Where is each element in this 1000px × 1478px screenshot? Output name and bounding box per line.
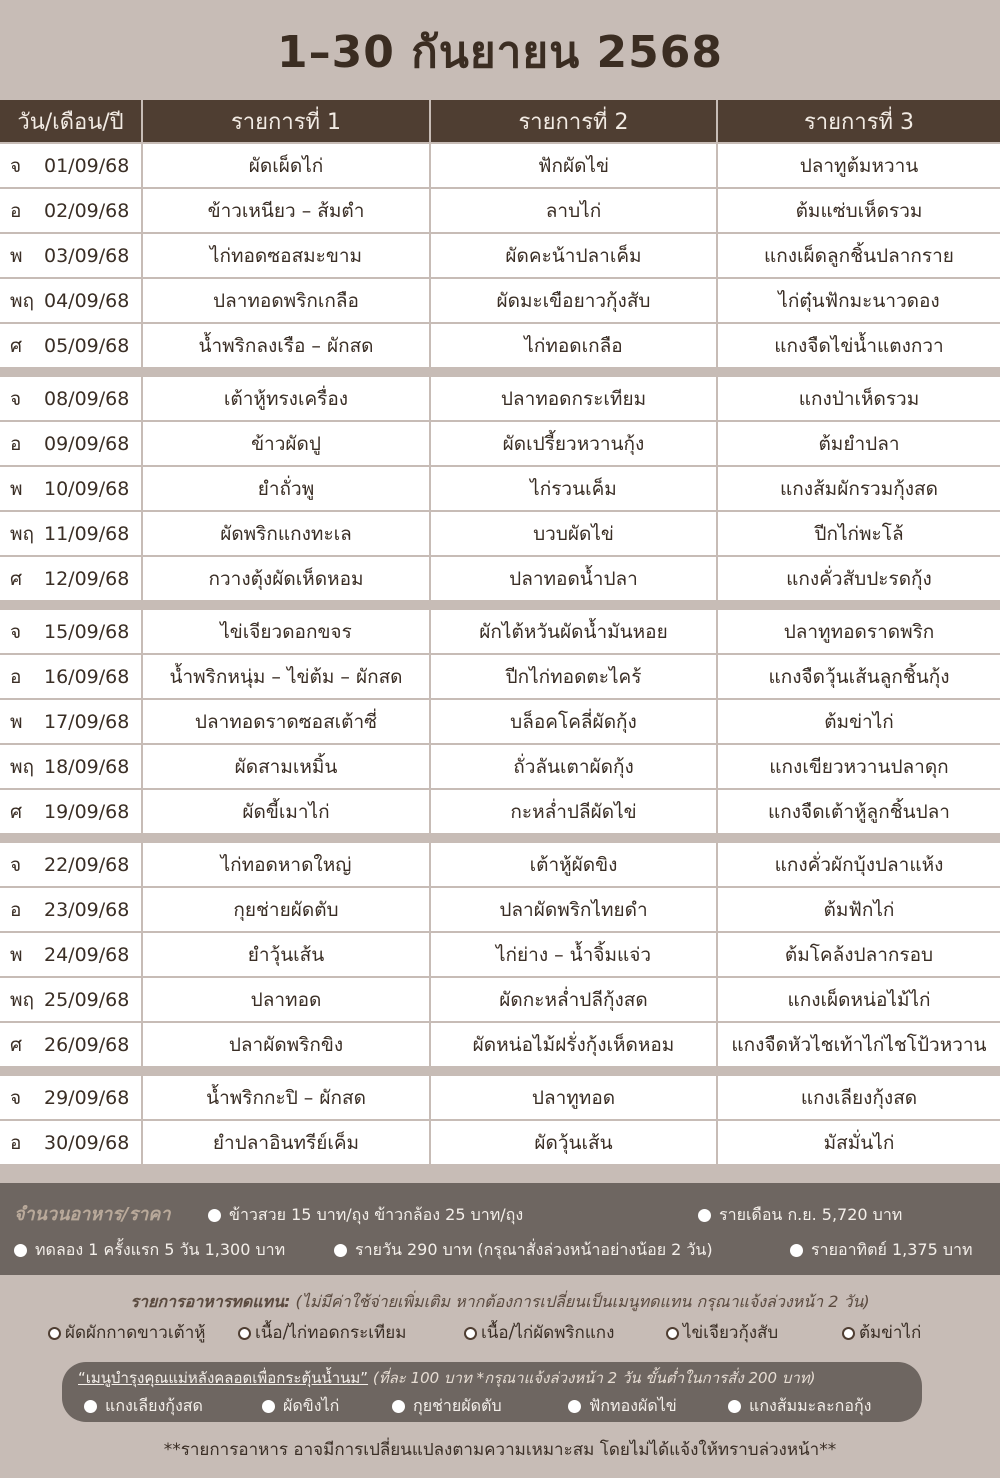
substitute-label: ผัดผักกาดขาวเต้าหู้ [65,1323,206,1343]
day-of-week: พฤ [10,755,35,778]
menu-item-2: ผัดวุ้นเส้น [430,1120,717,1164]
date-cell [0,1075,142,1120]
bullet-icon [262,1400,275,1413]
date-text: 17/09/68 [44,710,130,733]
day-of-week: อ [10,665,22,688]
table-row [0,609,1000,654]
date-cell [0,233,142,278]
pricing-option-daily [334,1235,713,1265]
substitute-label: ไข่เจียวกุ้งสับ [683,1323,779,1343]
radio-circle-icon [238,1327,251,1340]
date-text: 30/09/68 [44,1131,130,1154]
date-cell [0,977,142,1022]
date-text: 08/09/68 [44,387,130,410]
substitutes-heading [0,1290,1000,1315]
day-of-week: ศ [10,567,23,590]
table-row [0,143,1000,188]
date-cell [0,278,142,323]
date-text: 01/09/68 [44,154,130,177]
date-text: 19/09/68 [44,800,130,823]
pricing-row-1 [0,1200,1000,1230]
menu-item-1: ปลาผัดพริกขิง [142,1022,430,1066]
pricing-trial-text: ทดลอง 1 ครั้งแรก 5 วัน 1,300 บาท [35,1240,286,1259]
substitute-option[interactable] [842,1320,921,1346]
menu-item-1: ไก่ทอดหาดใหญ่ [142,842,430,887]
radio-circle-icon [48,1327,61,1340]
date-text: 09/09/68 [44,432,130,455]
day-of-week: พ [10,710,23,733]
menu-item-3: ปลาทูต้มหวาน [717,143,1000,188]
date-cell-content [0,895,141,925]
date-text: 24/09/68 [44,943,130,966]
menu-item-2: ผักไต้หวันผัดน้ำมันหอย [430,609,717,654]
menu-item-2: ถั่วลันเตาผัดกุ้ง [430,744,717,789]
menu-item-1: ผัดสามเหมิ้น [142,744,430,789]
menu-item-1: ยำปลาอินทรีย์เค็ม [142,1120,430,1164]
substitute-label: เนื้อ/ไก่ทอดกระเทียม [255,1323,407,1343]
menu-item-3: แกงเขียวหวานปลาดุก [717,744,1000,789]
menu-item-1: ข้าวเหนียว – ส้มตำ [142,188,430,233]
day-of-week: จ [10,620,22,643]
date-text: 10/09/68 [44,477,130,500]
table-row [0,932,1000,977]
date-cell [0,466,142,511]
postnatal-label: ผัดขิงไก่ [283,1396,340,1415]
date-cell-content [0,940,141,970]
menu-item-2: ผัดกะหล่ำปลีกุ้งสด [430,977,717,1022]
date-cell-content [0,1030,141,1060]
pricing-option-weekly [790,1235,973,1265]
menu-item-1: ปลาทอด [142,977,430,1022]
menu-item-3: ต้มข่าไก่ [717,699,1000,744]
table-row [0,466,1000,511]
date-cell [0,609,142,654]
bullet-icon [84,1400,97,1413]
date-cell-content [0,1128,141,1158]
day-of-week: อ [10,199,22,222]
header-date: วัน/เดือน/ปี [0,100,142,143]
week-separator [0,600,1000,609]
date-cell [0,421,142,466]
menu-item-2: ปีกไก่ทอดตะไคร้ [430,654,717,699]
date-cell [0,789,142,833]
substitute-option[interactable] [238,1320,406,1346]
menu-item-3: มัสมั่นไก่ [717,1120,1000,1164]
table-row [0,1120,1000,1164]
menu-item-1: ผัดขี้เมาไก่ [142,789,430,833]
date-text: 16/09/68 [44,665,130,688]
day-of-week: ศ [10,334,23,357]
date-cell [0,654,142,699]
bullet-icon [790,1244,803,1257]
menu-item-1: ปลาทอดพริกเกลือ [142,278,430,323]
date-cell-content [0,707,141,737]
table-row [0,323,1000,367]
substitutes-options [0,1320,1000,1346]
menu-item-1: กุยช่ายผัดตับ [142,887,430,932]
table-row [0,842,1000,887]
date-text: 25/09/68 [44,988,130,1011]
date-cell [0,188,142,233]
pricing-weekly-text: รายอาทิตย์ 1,375 บาท [811,1240,973,1259]
header-item-2: รายการที่ 2 [430,100,717,143]
table-row [0,699,1000,744]
day-of-week: จ [10,154,22,177]
date-cell [0,323,142,367]
date-cell [0,887,142,932]
table-row [0,887,1000,932]
table-row [0,789,1000,833]
table-row [0,977,1000,1022]
menu-item-1: ผัดเผ็ดไก่ [142,143,430,188]
bullet-icon [334,1244,347,1257]
week-separator-cell [0,1066,1000,1075]
date-cell-content [0,985,141,1015]
menu-item-3: แกงเผ็ดหน่อไม้ไก่ [717,977,1000,1022]
pricing-option-rice [208,1200,523,1230]
pricing-row-2 [0,1235,1000,1265]
menu-item-2: ผัดเปรี้ยวหวานกุ้ง [430,421,717,466]
day-of-week: จ [10,1086,22,1109]
day-of-week: จ [10,853,22,876]
pricing-rice-text: ข้าวสวย 15 บาท/ถุง ข้าวกล้อง 25 บาท/ถุง [229,1205,524,1224]
footnote: **รายการอาหาร อาจมีการเปลี่ยนแปลงตามความเหมาะสม โดยไม่ได้แจ้งให้ทราบล่วงหน้า** [163,1440,837,1460]
menu-item-1: ยำถั่วพู [142,466,430,511]
day-of-week: ศ [10,800,23,823]
table-row [0,744,1000,789]
table-row [0,421,1000,466]
menu-item-1: ข้าวผัดปู [142,421,430,466]
date-cell-content [0,752,141,782]
day-of-week: อ [10,432,22,455]
date-cell-content [0,286,141,316]
pricing-label: จำนวนอาหาร/ราคา [14,1204,171,1225]
table-header-row [0,100,1000,143]
menu-item-1: ปลาทอดราดซอสเต้าซี่ [142,699,430,744]
pricing-panel [0,1183,1000,1275]
menu-item-3: แกงคั่วสับปะรดกุ้ง [717,556,1000,600]
date-text: 29/09/68 [44,1086,130,1109]
menu-item-2: ปลาผัดพริกไทยดำ [430,887,717,932]
menu-item-1: น้ำพริกหนุ่ม – ไข่ต้ม – ผักสด [142,654,430,699]
date-cell [0,842,142,887]
date-cell [0,1120,142,1164]
week-separator-cell [0,367,1000,376]
day-of-week: พ [10,943,23,966]
menu-item-2: ไก่รวนเค็ม [430,466,717,511]
menu-item-1: ไก่ทอดซอสมะขาม [142,233,430,278]
table-row [0,1022,1000,1066]
day-of-week: อ [10,898,22,921]
substitute-option[interactable] [464,1320,614,1346]
day-of-week: อ [10,1131,22,1154]
date-cell-content [0,519,141,549]
bullet-icon [392,1400,405,1413]
postnatal-title: “เมนูบำรุงคุณแม่หลังคลอดเพื่อกระตุ้นน้ำนม” [78,1369,369,1387]
menu-item-3: ต้มโคล้งปลากรอบ [717,932,1000,977]
date-text: 03/09/68 [44,244,130,267]
postnatal-heading [78,1366,908,1390]
table-row [0,188,1000,233]
pricing-daily-text: รายวัน 290 บาท (กรุณาสั่งล่วงหน้าอย่างน้อย 2 วัน) [355,1240,713,1259]
bullet-icon [568,1400,581,1413]
date-text: 04/09/68 [44,289,130,312]
table-row [0,278,1000,323]
week-separator [0,367,1000,376]
postnatal-option[interactable] [568,1394,677,1418]
bullet-icon [14,1244,27,1257]
date-cell-content [0,384,141,414]
week-separator [0,833,1000,842]
date-text: 05/09/68 [44,334,130,357]
date-cell-content [0,564,141,594]
day-of-week: พฤ [10,522,35,545]
date-cell-content [0,850,141,880]
date-text: 26/09/68 [44,1033,130,1056]
menu-item-1: เต้าหู้ทรงเครื่อง [142,376,430,421]
menu-item-2: ผัดหน่อไม้ฝรั่งกุ้งเห็ดหอม [430,1022,717,1066]
menu-item-1: ยำวุ้นเส้น [142,932,430,977]
table-row [0,654,1000,699]
substitute-label: ต้มข่าไก่ [859,1323,922,1343]
page-title: 1–30 กันยายน 2568 [276,27,723,78]
date-cell [0,932,142,977]
date-text: 18/09/68 [44,755,130,778]
week-separator-cell [0,600,1000,609]
substitutes-note: (ไม่มีค่าใช้จ่ายเพิ่มเติม หากต้องการเปลี่ยนเป็นเมนูทดแทน กรุณาแจ้งล่วงหน้า 2 วัน) [295,1292,870,1311]
menu-table [0,100,1000,1164]
date-cell [0,143,142,188]
day-of-week: ศ [10,1033,23,1056]
menu-item-2: ฟักผัดไข่ [430,143,717,188]
menu-item-1: น้ำพริกลงเรือ – ผักสด [142,323,430,367]
menu-item-3: แกงเลียงกุ้งสด [717,1075,1000,1120]
date-text: 12/09/68 [44,567,130,590]
radio-circle-icon [464,1327,477,1340]
postnatal-label: ฟักทองผัดไข่ [589,1396,677,1415]
menu-item-1: ผัดพริกแกงทะเล [142,511,430,556]
menu-item-2: บวบผัดไข่ [430,511,717,556]
menu-item-2: บล็อคโคลี่ผัดกุ้ง [430,699,717,744]
postnatal-option[interactable] [84,1394,203,1418]
substitutes-title: รายการอาหารทดแทน: [130,1292,291,1311]
bullet-icon [728,1400,741,1413]
menu-item-3: ต้มแซ่บเห็ดรวม [717,188,1000,233]
date-cell-content [0,429,141,459]
menu-item-2: ผัดมะเขือยาวกุ้งสับ [430,278,717,323]
date-text: 23/09/68 [44,898,130,921]
date-text: 02/09/68 [44,199,130,222]
date-cell-content [0,331,141,361]
pricing-monthly-text: รายเดือน ก.ย. 5,720 บาท [719,1205,903,1224]
menu-item-3: แกงส้มผักรวมกุ้งสด [717,466,1000,511]
menu-item-2: ปลาทอดกระเทียม [430,376,717,421]
day-of-week: พฤ [10,289,35,312]
menu-item-3: ปลาทูทอดราดพริก [717,609,1000,654]
menu-item-3: แกงคั่วผักบุ้งปลาแห้ง [717,842,1000,887]
menu-item-2: ปลาทูทอด [430,1075,717,1120]
header-item-1: รายการที่ 1 [142,100,430,143]
menu-item-1: กวางตุ้งผัดเห็ดหอม [142,556,430,600]
table-row [0,511,1000,556]
menu-item-2: ไก่ทอดเกลือ [430,323,717,367]
day-of-week: พฤ [10,988,35,1011]
date-cell-content [0,797,141,827]
pricing-option-trial [14,1235,285,1265]
menu-item-2: ไก่ย่าง – น้ำจิ้มแจ่ว [430,932,717,977]
menu-item-2: เต้าหู้ผัดขิง [430,842,717,887]
week-separator-cell [0,833,1000,842]
menu-item-3: แกงจืดไข่น้ำแตงกวา [717,323,1000,367]
date-cell-content [0,241,141,271]
date-cell-content [0,196,141,226]
menu-item-2: ปลาทอดน้ำปลา [430,556,717,600]
substitute-label: เนื้อ/ไก่ผัดพริกแกง [481,1323,615,1343]
date-cell [0,556,142,600]
menu-item-2: กะหล่ำปลีผัดไข่ [430,789,717,833]
week-separator [0,1066,1000,1075]
date-cell-content [0,1083,141,1113]
table-row [0,376,1000,421]
menu-item-2: ผัดคะน้าปลาเค็ม [430,233,717,278]
date-cell [0,1022,142,1066]
date-cell [0,376,142,421]
substitute-option[interactable] [48,1320,205,1346]
date-cell-content [0,474,141,504]
menu-item-3: แกงป่าเห็ดรวม [717,376,1000,421]
table-row [0,233,1000,278]
postnatal-note: (ที่ละ 100 บาท *กรุณาแจ้งล่วงหน้า 2 วัน ขั้นต่ำในการสั่ง 200 บาท) [372,1369,816,1387]
bullet-icon [698,1209,711,1222]
pricing-option-monthly [698,1200,902,1230]
menu-item-3: ต้มฟักไก่ [717,887,1000,932]
menu-item-3: ต้มยำปลา [717,421,1000,466]
postnatal-options [62,1394,922,1418]
date-cell-content [0,617,141,647]
menu-body [0,143,1000,1164]
date-cell-content [0,151,141,181]
day-of-week: พ [10,477,23,500]
menu-item-1: น้ำพริกกะปิ – ผักสด [142,1075,430,1120]
menu-item-3: แกงจืดเต้าหู้ลูกชิ้นปลา [717,789,1000,833]
menu-item-3: แกงจืดวุ้นเส้นลูกชิ้นกุ้ง [717,654,1000,699]
postnatal-option[interactable] [728,1394,871,1418]
postnatal-option[interactable] [392,1394,502,1418]
table-row [0,556,1000,600]
postnatal-option[interactable] [262,1394,339,1418]
substitute-option[interactable] [666,1320,778,1346]
date-text: 22/09/68 [44,853,130,876]
postnatal-label: กุยช่ายผัดตับ [413,1396,502,1415]
date-cell [0,744,142,789]
menu-item-3: ปีกไก่พะโล้ [717,511,1000,556]
header-item-3: รายการที่ 3 [717,100,1000,143]
menu-item-3: แกงเผ็ดลูกชิ้นปลากราย [717,233,1000,278]
menu-item-3: ไก่ตุ๋นฟักมะนาวดอง [717,278,1000,323]
radio-circle-icon [666,1327,679,1340]
day-of-week: จ [10,387,22,410]
date-text: 11/09/68 [44,522,130,545]
postnatal-menu-box [62,1362,922,1422]
bullet-icon [208,1209,221,1222]
radio-circle-icon [842,1327,855,1340]
day-of-week: พ [10,244,23,267]
postnatal-label: แกงเลียงกุ้งสด [105,1396,203,1415]
date-cell-content [0,662,141,692]
date-text: 15/09/68 [44,620,130,643]
menu-item-1: ไข่เจียวดอกขจร [142,609,430,654]
menu-item-3: แกงจืดหัวไชเท้าไก่ไชโป้วหวาน [717,1022,1000,1066]
menu-item-2: ลาบไก่ [430,188,717,233]
table-row [0,1075,1000,1120]
date-cell [0,699,142,744]
date-cell [0,511,142,556]
postnatal-label: แกงส้มมะละกอกุ้ง [749,1396,872,1415]
